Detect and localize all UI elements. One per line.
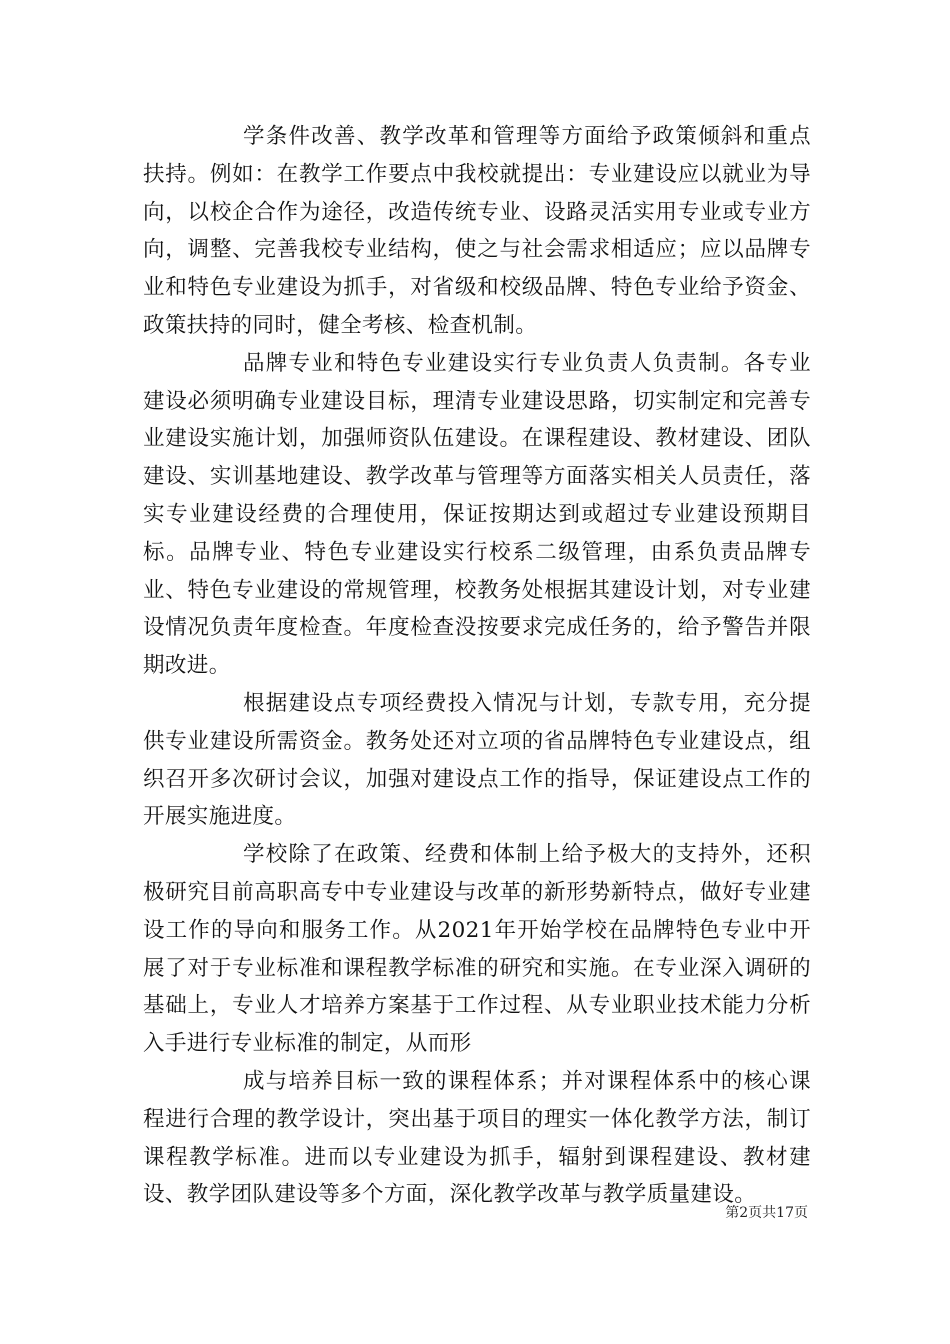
page-number-footer: 第2页共17页 — [725, 1205, 808, 1221]
paragraph-2: 品牌专业和特色专业建设实行专业负责人负责制。各专业建设必须明确专业建设目标，理清专业建设思路，切实制定和完善专业建设实施计划，加强师资队伍建设。在课程建设、教材建设、团队建设、实训基地建设、教学改革与管理等方面落实相关人员责任，落实专业建设经费的合理使用，保证按期达到或超过专业建设预期目标。品牌专业、特色专业建设实行校系二级管理，由系负责品牌专业、特色专业建设的常规管理，校教务处根据其建设计划，对专业建设情况负责年度检查。年度检查没按要求完成任务的，给予警告并限期改进。 — [143, 350, 811, 679]
document-body — [143, 118, 811, 1214]
paragraph-5: 成与培养目标一致的课程体系；并对课程体系中的核心课程进行合理的教学设计，突出基于项目的理实一体化教学方法，制订课程教学标准。进而以专业建设为抓手，辐射到课程建设、教材建设、教学团队建设等多个方面，深化教学改革与教学质量建设。 — [143, 1068, 811, 1208]
paragraph-4: 学校除了在政策、经费和体制上给予极大的支持外，还积极研究目前高职高专中专业建设与改革的新形势新特点，做好专业建设工作的导向和服务工作。从2021年开始学校在品牌特色专业中开展了对于专业标准和课程教学标准的研究和实施。在专业深入调研的基础上，专业人才培养方案基于工作过程、从专业职业技术能力分析入手进行专业标准的制定，从而形 — [143, 842, 811, 1057]
paragraph-1: 学条件改善、教学改革和管理等方面给予政策倾斜和重点扶持。例如：在教学工作要点中我校就提出：专业建设应以就业为导向，以校企合作为途径，改造传统专业、设路灵活实用专业或专业方向，调整、完善我校专业结构，使之与社会需求相适应；应以品牌专业和特色专业建设为抓手，对省级和校级品牌、特色专业给予资金、政策扶持的同时，健全考核、检查机制。 — [143, 124, 811, 338]
paragraph-3: 根据建设点专项经费投入情况与计划，专款专用，充分提供专业建设所需资金。教务处还对立项的省品牌特色专业建设点，组织召开多次研讨会议，加强对建设点工作的指导，保证建设点工作的开展实施进度。 — [143, 690, 811, 830]
